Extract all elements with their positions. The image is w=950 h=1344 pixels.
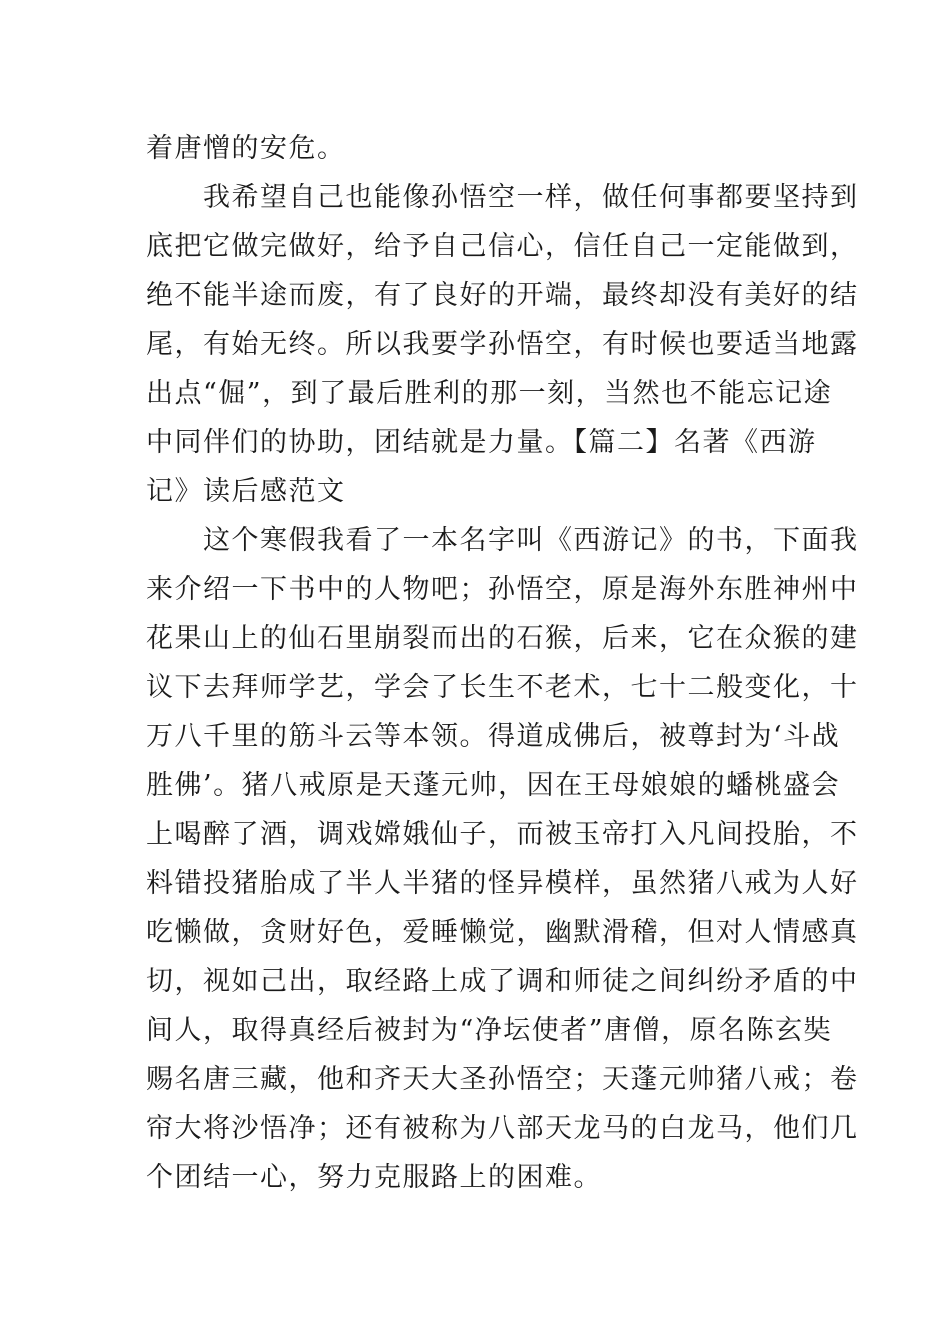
text-line: 来介绍一下书中的人物吧；孙悟空，原是海外东胜神州中 [146, 574, 859, 605]
text-line: 尾，有始无终。所以我要学孙悟空，有时候也要适当地露 [146, 329, 859, 360]
text-line: 帘大将沙悟净；还有被称为八部天龙马的白龙马，他们几 [146, 1113, 859, 1144]
text-line: 议下去拜师学艺，学会了长生不老术，七十二般变化，十 [146, 672, 859, 703]
text-line: 个团结一心，努力克服路上的困难。 [146, 1162, 602, 1193]
text-line: 吃懒做，贪财好色，爱睡懒觉，幽默滑稽，但对人情感真 [146, 917, 859, 948]
text-line: 料错投猪胎成了半人半猪的怪异模样，虽然猪八戒为人好 [146, 868, 859, 899]
text-line: 底把它做完做好，给予自己信心，信任自己一定能做到， [146, 231, 859, 262]
text-line: 我希望自己也能像孙悟空一样，做任何事都要坚持到 [146, 182, 859, 213]
text-line: 胜佛’。猪八戒原是天蓬元帅，因在王母娘娘的蟠桃盛会 [146, 770, 841, 801]
text-line: 万八千里的筋斗云等本领。得道成佛后，被尊封为‘斗战 [146, 721, 841, 752]
text-line: 上喝醉了酒，调戏嫦娥仙子，而被玉帝打入凡间投胎，不 [146, 819, 859, 850]
text-line: 出点“倔”，到了最后胜利的那一刻，当然也不能忘记途 [146, 378, 833, 409]
text-line: 这个寒假我看了一本名字叫《西游记》的书，下面我 [146, 525, 859, 556]
body-text [146, 124, 859, 1202]
text-line: 花果山上的仙石里崩裂而出的石猴，后来，它在众猴的建 [146, 623, 859, 654]
text-line: 绝不能半途而废，有了良好的开端，最终却没有美好的结 [146, 280, 859, 311]
text-line: 着唐憎的安危。 [146, 133, 346, 164]
text-line: 赐名唐三藏，他和齐天大圣孙悟空；天蓬元帅猪八戒；卷 [146, 1064, 859, 1095]
text-line: 间人，取得真经后被封为“净坛使者”唐僧，原名陈玄奘 [146, 1015, 833, 1046]
text-line: 切，视如己出，取经路上成了调和师徒之间纠纷矛盾的中 [146, 966, 859, 997]
text-line: 中同伴们的协助，团结就是力量。【篇二】名著《西游 [146, 427, 817, 458]
text-line: 记》读后感范文 [146, 476, 346, 507]
